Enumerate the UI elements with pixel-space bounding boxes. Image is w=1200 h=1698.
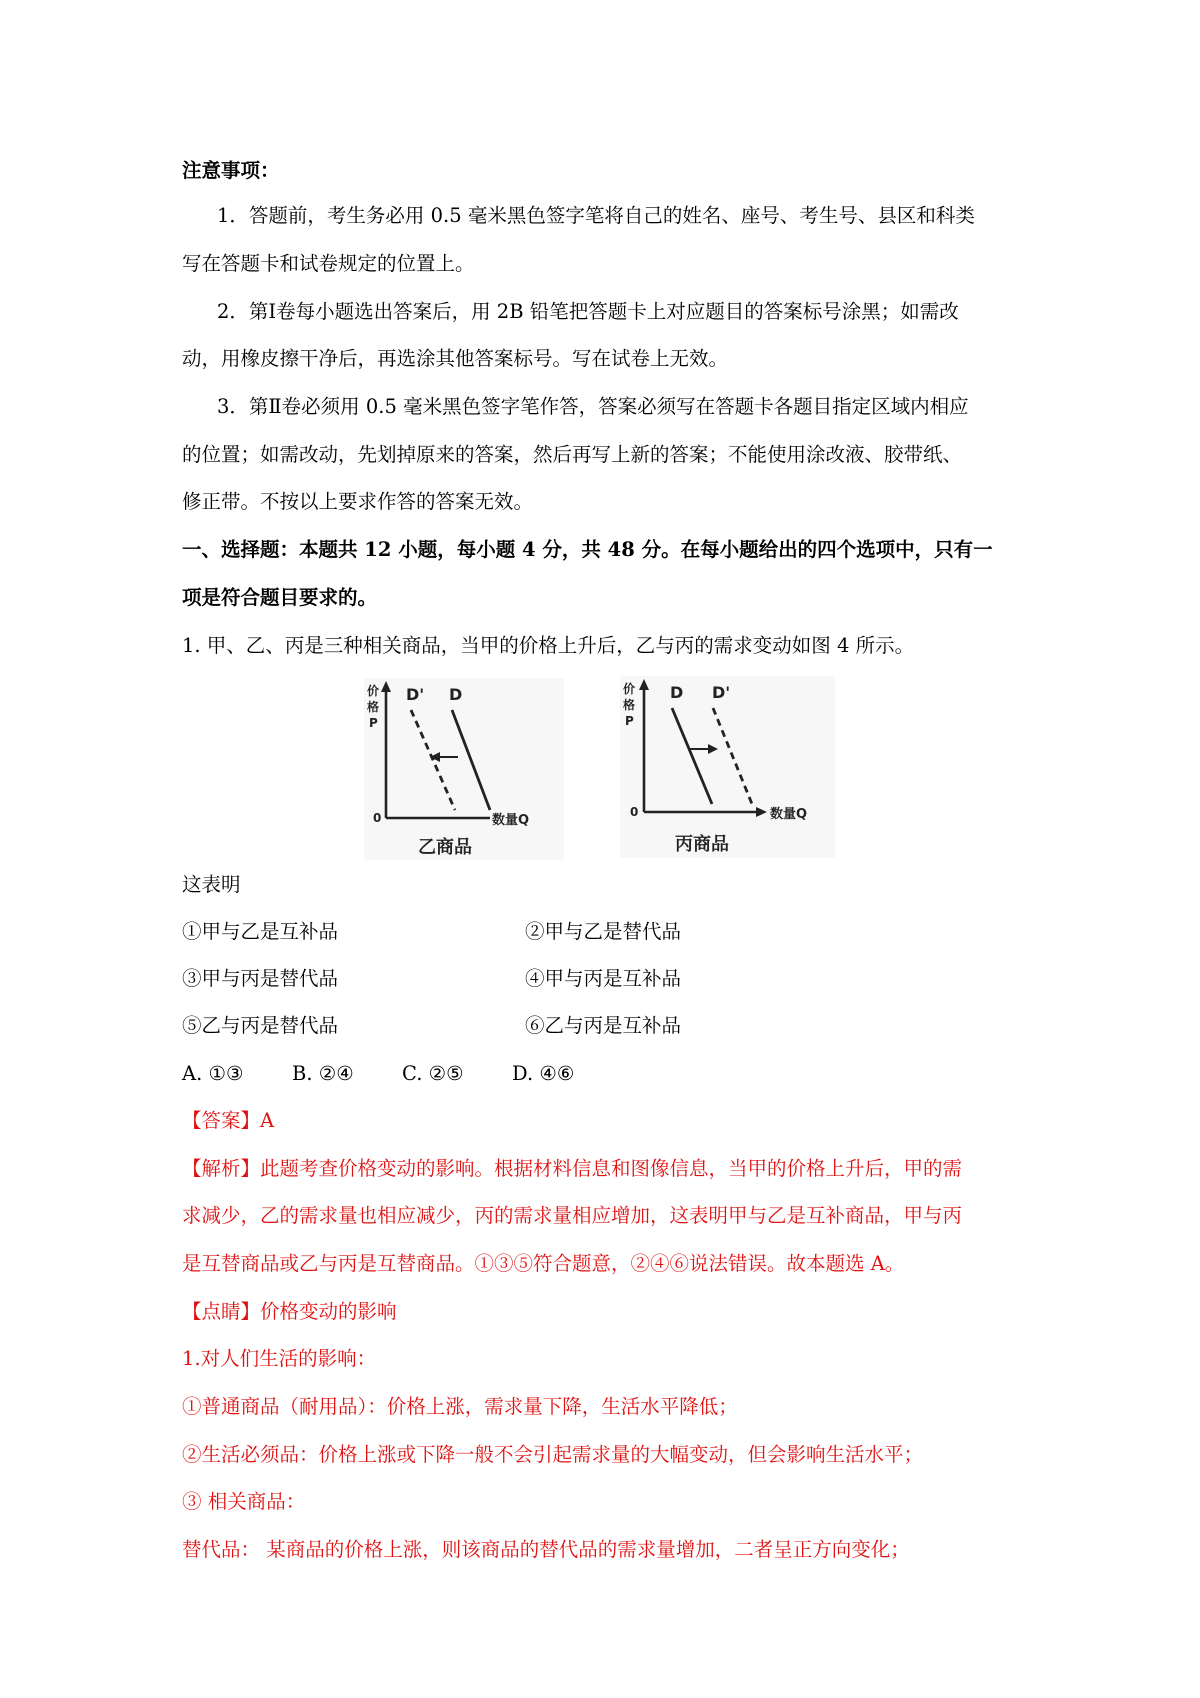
notice-line-5: 3．第Ⅱ卷必须用 0.5 毫米黑色签字笔作答，答案必须写在答题卡各题目指定区域内相应 xyxy=(217,395,969,418)
notice-line-4: 动，用橡皮擦干净后，再选涂其他答案标号。写在试卷上无效。 xyxy=(182,347,729,370)
notice-line-7: 修正带。不按以上要求作答的答案无效。 xyxy=(182,490,534,513)
chart-bing-curve-label-d: D xyxy=(670,683,684,702)
tip-line: 【点睛】价格变动的影响 xyxy=(182,1300,397,1323)
chart-bing-x-label: 数量Q xyxy=(770,807,808,822)
answer-line: 【答案】A xyxy=(182,1109,275,1132)
chart-yi-y-label-2: 格 xyxy=(367,700,380,714)
notice-line-1: 1．答题前，考生务必用 0.5 毫米黑色签字笔将自己的姓名、座号、考生号、县区和科类 xyxy=(217,204,975,227)
tip-item-1: 1.对人们生活的影响： xyxy=(182,1347,377,1370)
chart-yi-origin: 0 xyxy=(373,811,382,825)
tip-item-4: ③ 相关商品： xyxy=(182,1490,306,1513)
chart-yi-curve-label-dprime: D' xyxy=(406,685,425,704)
section-heading-line-1: 一、选择题：本题共 12 小题，每小题 4 分，共 48 分。在每小题给出的四个选项中，只有一 xyxy=(182,538,993,561)
choice-c: C. ②⑤ xyxy=(402,1062,464,1085)
analysis-line-3: 是互替商品或乙与丙是互替商品。①③⑤符合题意，②④⑥说法错误。故本题选 A。 xyxy=(182,1252,905,1275)
analysis-line-2: 求减少，乙的需求量也相应减少，丙的需求量相应增加，这表明甲与乙是互补商品，甲与丙 xyxy=(182,1204,963,1227)
statement-1: ①甲与乙是互补品 xyxy=(182,920,339,943)
chart-bing-y-label-1: 价 xyxy=(623,682,636,696)
statement-3: ③甲与丙是替代品 xyxy=(182,967,339,990)
chart-yi-background xyxy=(364,678,564,860)
notice-line-6: 的位置；如需改动，先划掉原来的答案，然后再写上新的答案；不能使用涂改液、胶带纸、 xyxy=(182,443,963,466)
chart-yi-caption: 乙商品 xyxy=(418,837,472,858)
statement-4: ④甲与丙是互补品 xyxy=(525,967,682,990)
section-heading-line-2: 项是符合题目要求的。 xyxy=(182,586,378,609)
chart-yi-curve-label-d: D xyxy=(449,685,463,704)
question-stem: 1. 甲、乙、丙是三种相关商品，当甲的价格上升后，乙与丙的需求变动如图 4 所示。 xyxy=(182,634,915,657)
notice-line-2: 写在答题卡和试卷规定的位置上。 xyxy=(182,252,475,275)
tip-item-2: ①普通商品（耐用品）：价格上涨，需求量下降，生活水平降低； xyxy=(182,1395,738,1418)
tip-item-3: ②生活必须品：价格上涨或下降一般不会引起需求量的大幅变动，但会影响生活水平； xyxy=(182,1443,924,1466)
question-lead: 这表明 xyxy=(182,873,241,896)
notice-title: 注意事项： xyxy=(182,159,280,182)
choice-a: A. ①③ xyxy=(182,1062,244,1085)
chart-yi xyxy=(364,678,564,860)
chart-bing-background xyxy=(620,676,835,858)
statement-6: ⑥乙与丙是互补品 xyxy=(525,1014,682,1037)
chart-yi-y-label-3: P xyxy=(369,716,378,730)
chart-yi-x-label: 数量Q xyxy=(492,813,530,828)
chart-bing-y-label-3: P xyxy=(625,714,634,728)
chart-bing xyxy=(620,676,835,858)
statement-2: ②甲与乙是替代品 xyxy=(525,920,682,943)
chart-yi-y-label-1: 价 xyxy=(367,684,380,698)
analysis-line-1: 【解析】此题考查价格变动的影响。根据材料信息和图像信息，当甲的价格上升后，甲的需 xyxy=(182,1157,963,1180)
chart-bing-caption: 丙商品 xyxy=(675,834,729,855)
statement-5: ⑤乙与丙是替代品 xyxy=(182,1014,339,1037)
choice-d: D. ④⑥ xyxy=(512,1062,575,1085)
chart-bing-curve-label-dprime: D' xyxy=(712,683,731,702)
chart-bing-y-label-2: 格 xyxy=(623,698,636,712)
choice-b: B. ②④ xyxy=(292,1062,354,1085)
notice-line-3: 2．第Ⅰ卷每小题选出答案后，用 2B 铅笔把答题卡上对应题目的答案标号涂黑；如需改 xyxy=(217,300,959,323)
chart-bing-origin: 0 xyxy=(630,805,639,819)
tip-item-5: 替代品： 某商品的价格上涨，则该商品的替代品的需求量增加，二者呈正方向变化； xyxy=(182,1538,910,1561)
